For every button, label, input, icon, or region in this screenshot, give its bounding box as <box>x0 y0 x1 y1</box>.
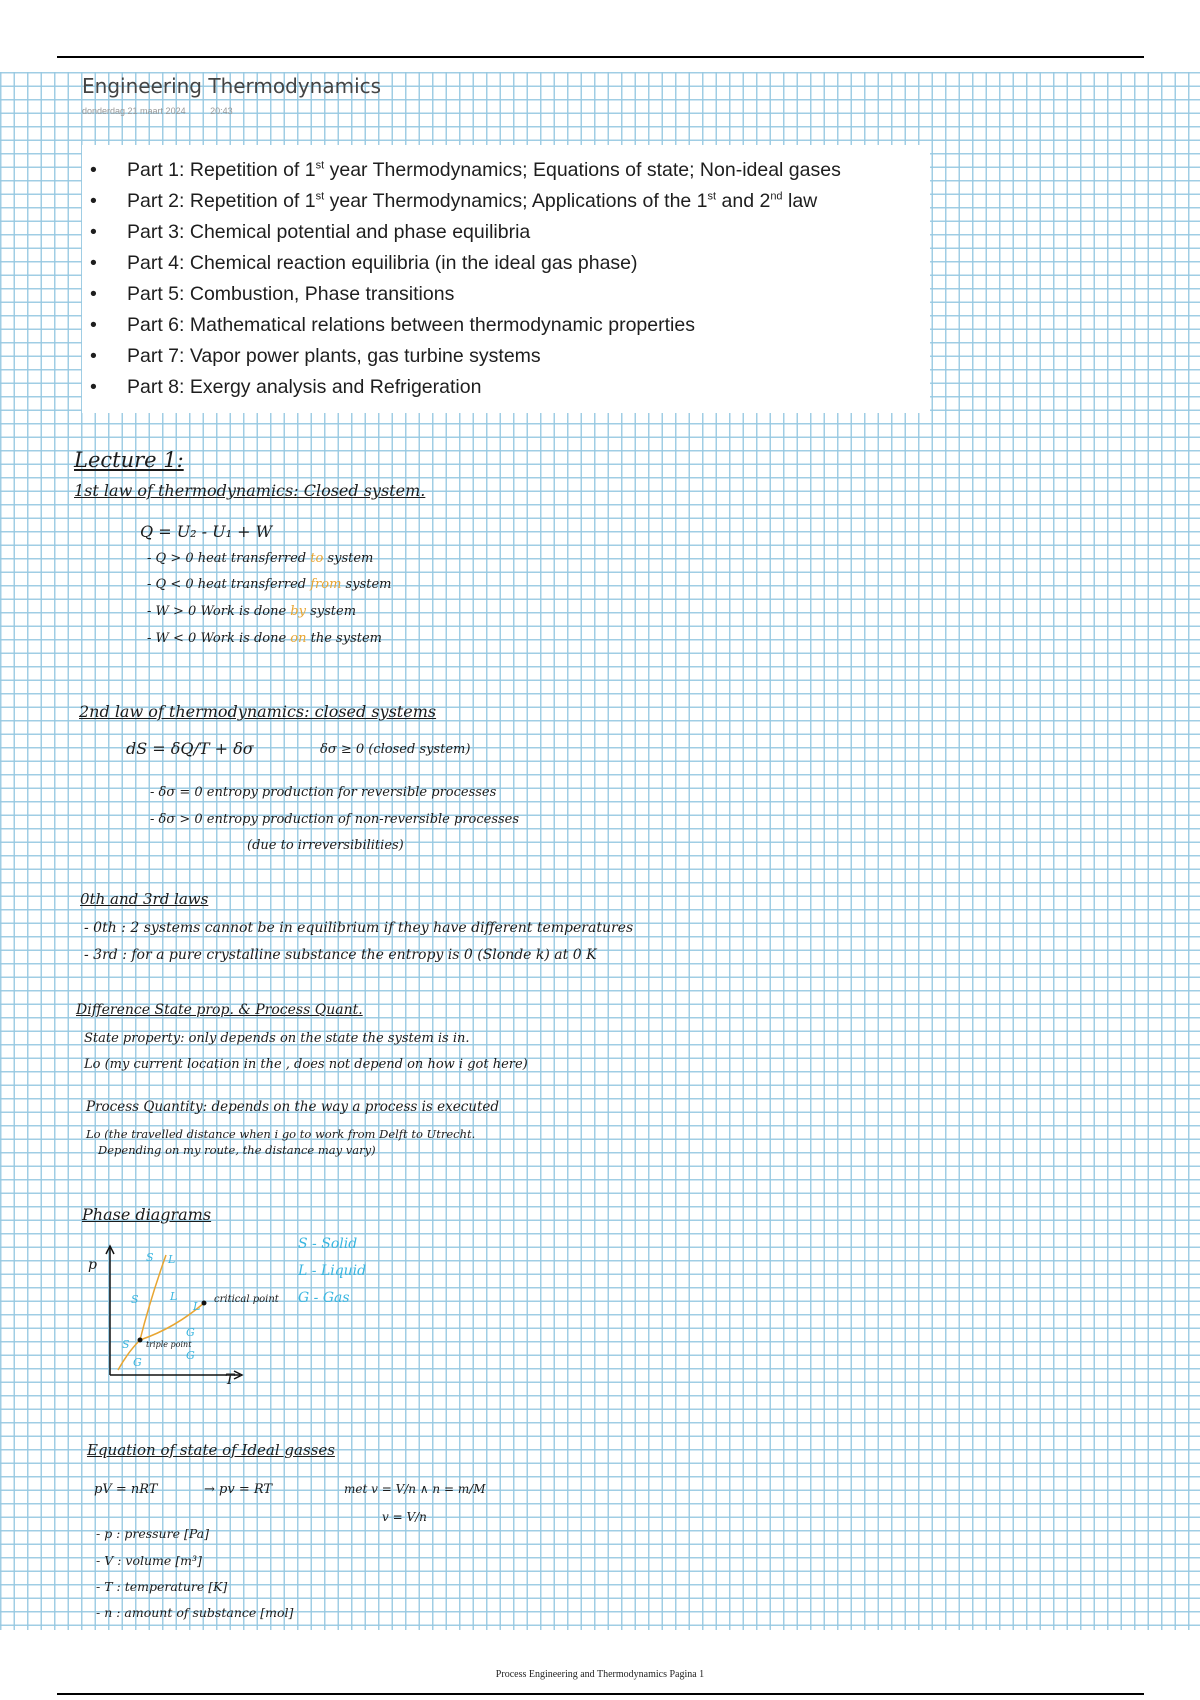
legend-item: S - Solid <box>298 1236 358 1252</box>
ideal-gas-equation: pV = nRT <box>94 1482 158 1497</box>
melting-curve <box>140 1255 166 1340</box>
list-item: - δσ = 0 entropy production for reversible processes <box>150 785 497 800</box>
list-item: - Q > 0 heat transferred to system <box>147 551 374 566</box>
list-item: - 0th : 2 systems cannot be in equilibrium if they have different temperatures <box>84 920 634 936</box>
ideal-gas-equation: met v = V/n ∧ n = m/M <box>344 1482 486 1496</box>
triple-point-label: triple point <box>146 1340 192 1349</box>
page-footer: Process Engineering and Thermodynamics Pagina 1 <box>495 1669 705 1680</box>
second-law-equation: dS = δQ/T + δσ <box>126 739 254 758</box>
list-item: • Part 8: Exergy analysis and Refrigeration <box>82 372 930 403</box>
list-item: • Part 6: Mathematical relations between thermodynamic properties <box>82 310 930 341</box>
region-label: L <box>193 1300 201 1313</box>
list-item: - 3rd : for a pure crystalline substance the entropy is 0 (Slonde k) at 0 K <box>84 947 597 963</box>
ideal-gas-heading: Equation of state of Ideal gasses <box>87 1441 335 1459</box>
list-item: (due to irreversibilities) <box>247 838 404 853</box>
page-title: Engineering Thermodynamics <box>82 74 382 98</box>
state-property-note: Lo (my current location in the , does not depend on how i got here) <box>84 1057 528 1072</box>
critical-point-label: critical point <box>214 1294 279 1305</box>
triple-point <box>138 1338 143 1343</box>
list-item: - T : temperature [K] <box>96 1579 228 1594</box>
second-law-condition: δσ ≥ 0 (closed system) <box>320 742 471 757</box>
list-item: - Q < 0 heat transferred from system <box>147 577 392 592</box>
list-item: • Part 2: Repetition of 1st year Thermodynamics; Applications of the 1st and 2nd law <box>82 186 930 217</box>
page-time: 20:43 <box>210 106 233 116</box>
list-item: - V : volume [m³] <box>96 1553 202 1568</box>
zeroth-third-heading: 0th and 3rd laws <box>80 890 209 908</box>
region-label: G <box>186 1349 195 1362</box>
list-item: - p : pressure [Pa] <box>96 1526 210 1541</box>
list-item: - W > 0 Work is done by system <box>147 604 357 619</box>
second-law-heading: 2nd law of thermodynamics: closed systems <box>79 702 437 721</box>
process-quantity: Process Quantity: depends on the way a process is executed <box>86 1099 500 1115</box>
list-item: - δσ > 0 entropy production of non-reversible processes <box>150 812 520 827</box>
list-item: • Part 5: Combustion, Phase transitions <box>82 279 930 310</box>
list-item: • Part 1: Repetition of 1st year Thermodynamics; Equations of state; Non-ideal gases <box>82 155 930 186</box>
T-axis-label: T <box>225 1372 235 1388</box>
state-property: State property: only depends on the state the system is in. <box>84 1031 470 1046</box>
list-item: - n : amount of substance [mol] <box>96 1605 294 1620</box>
ideal-gas-equation: v = V/n <box>382 1510 427 1524</box>
page-timestamp <box>82 106 255 116</box>
first-law-heading: 1st law of thermodynamics: Closed system. <box>74 481 426 500</box>
top-rule <box>57 56 1144 58</box>
first-law-equation: Q = U₂ - U₁ + W <box>140 522 273 541</box>
course-parts-box <box>82 145 930 413</box>
page-date: donderdag 21 maart 2024 <box>82 106 186 116</box>
bottom-rule <box>57 1693 1144 1695</box>
region-label: L <box>168 1253 176 1266</box>
p-axis-label: p <box>88 1257 97 1273</box>
region-label: S <box>146 1251 154 1264</box>
region-label: S <box>122 1338 130 1351</box>
list-item: • Part 4: Chemical reaction equilibria (in the ideal gas phase) <box>82 248 930 279</box>
region-label: G <box>186 1326 195 1339</box>
list-item: • Part 7: Vapor power plants, gas turbine systems <box>82 341 930 372</box>
region-label: L <box>170 1290 178 1303</box>
difference-heading: Difference State prop. & Process Quant. <box>76 1002 363 1018</box>
critical-point <box>202 1301 207 1306</box>
phase-diagram <box>80 1240 280 1400</box>
legend-item: L - Liquid <box>298 1263 367 1279</box>
process-quantity-note: Depending on my route, the distance may vary) <box>98 1143 376 1157</box>
legend-item: G - Gas <box>298 1290 350 1306</box>
process-quantity-note: Lo (the travelled distance when i go to work from Delft to Utrecht. <box>86 1127 476 1141</box>
list-item: - W < 0 Work is done on the system <box>147 631 382 646</box>
region-label: S <box>131 1293 139 1306</box>
region-label: G <box>133 1356 142 1369</box>
phase-diagram-heading: Phase diagrams <box>82 1205 212 1224</box>
list-item: • Part 3: Chemical potential and phase equilibria <box>82 217 930 248</box>
ideal-gas-equation: → pv = RT <box>204 1482 273 1497</box>
lecture-heading: Lecture 1: <box>74 448 184 472</box>
course-parts-list <box>82 145 930 403</box>
